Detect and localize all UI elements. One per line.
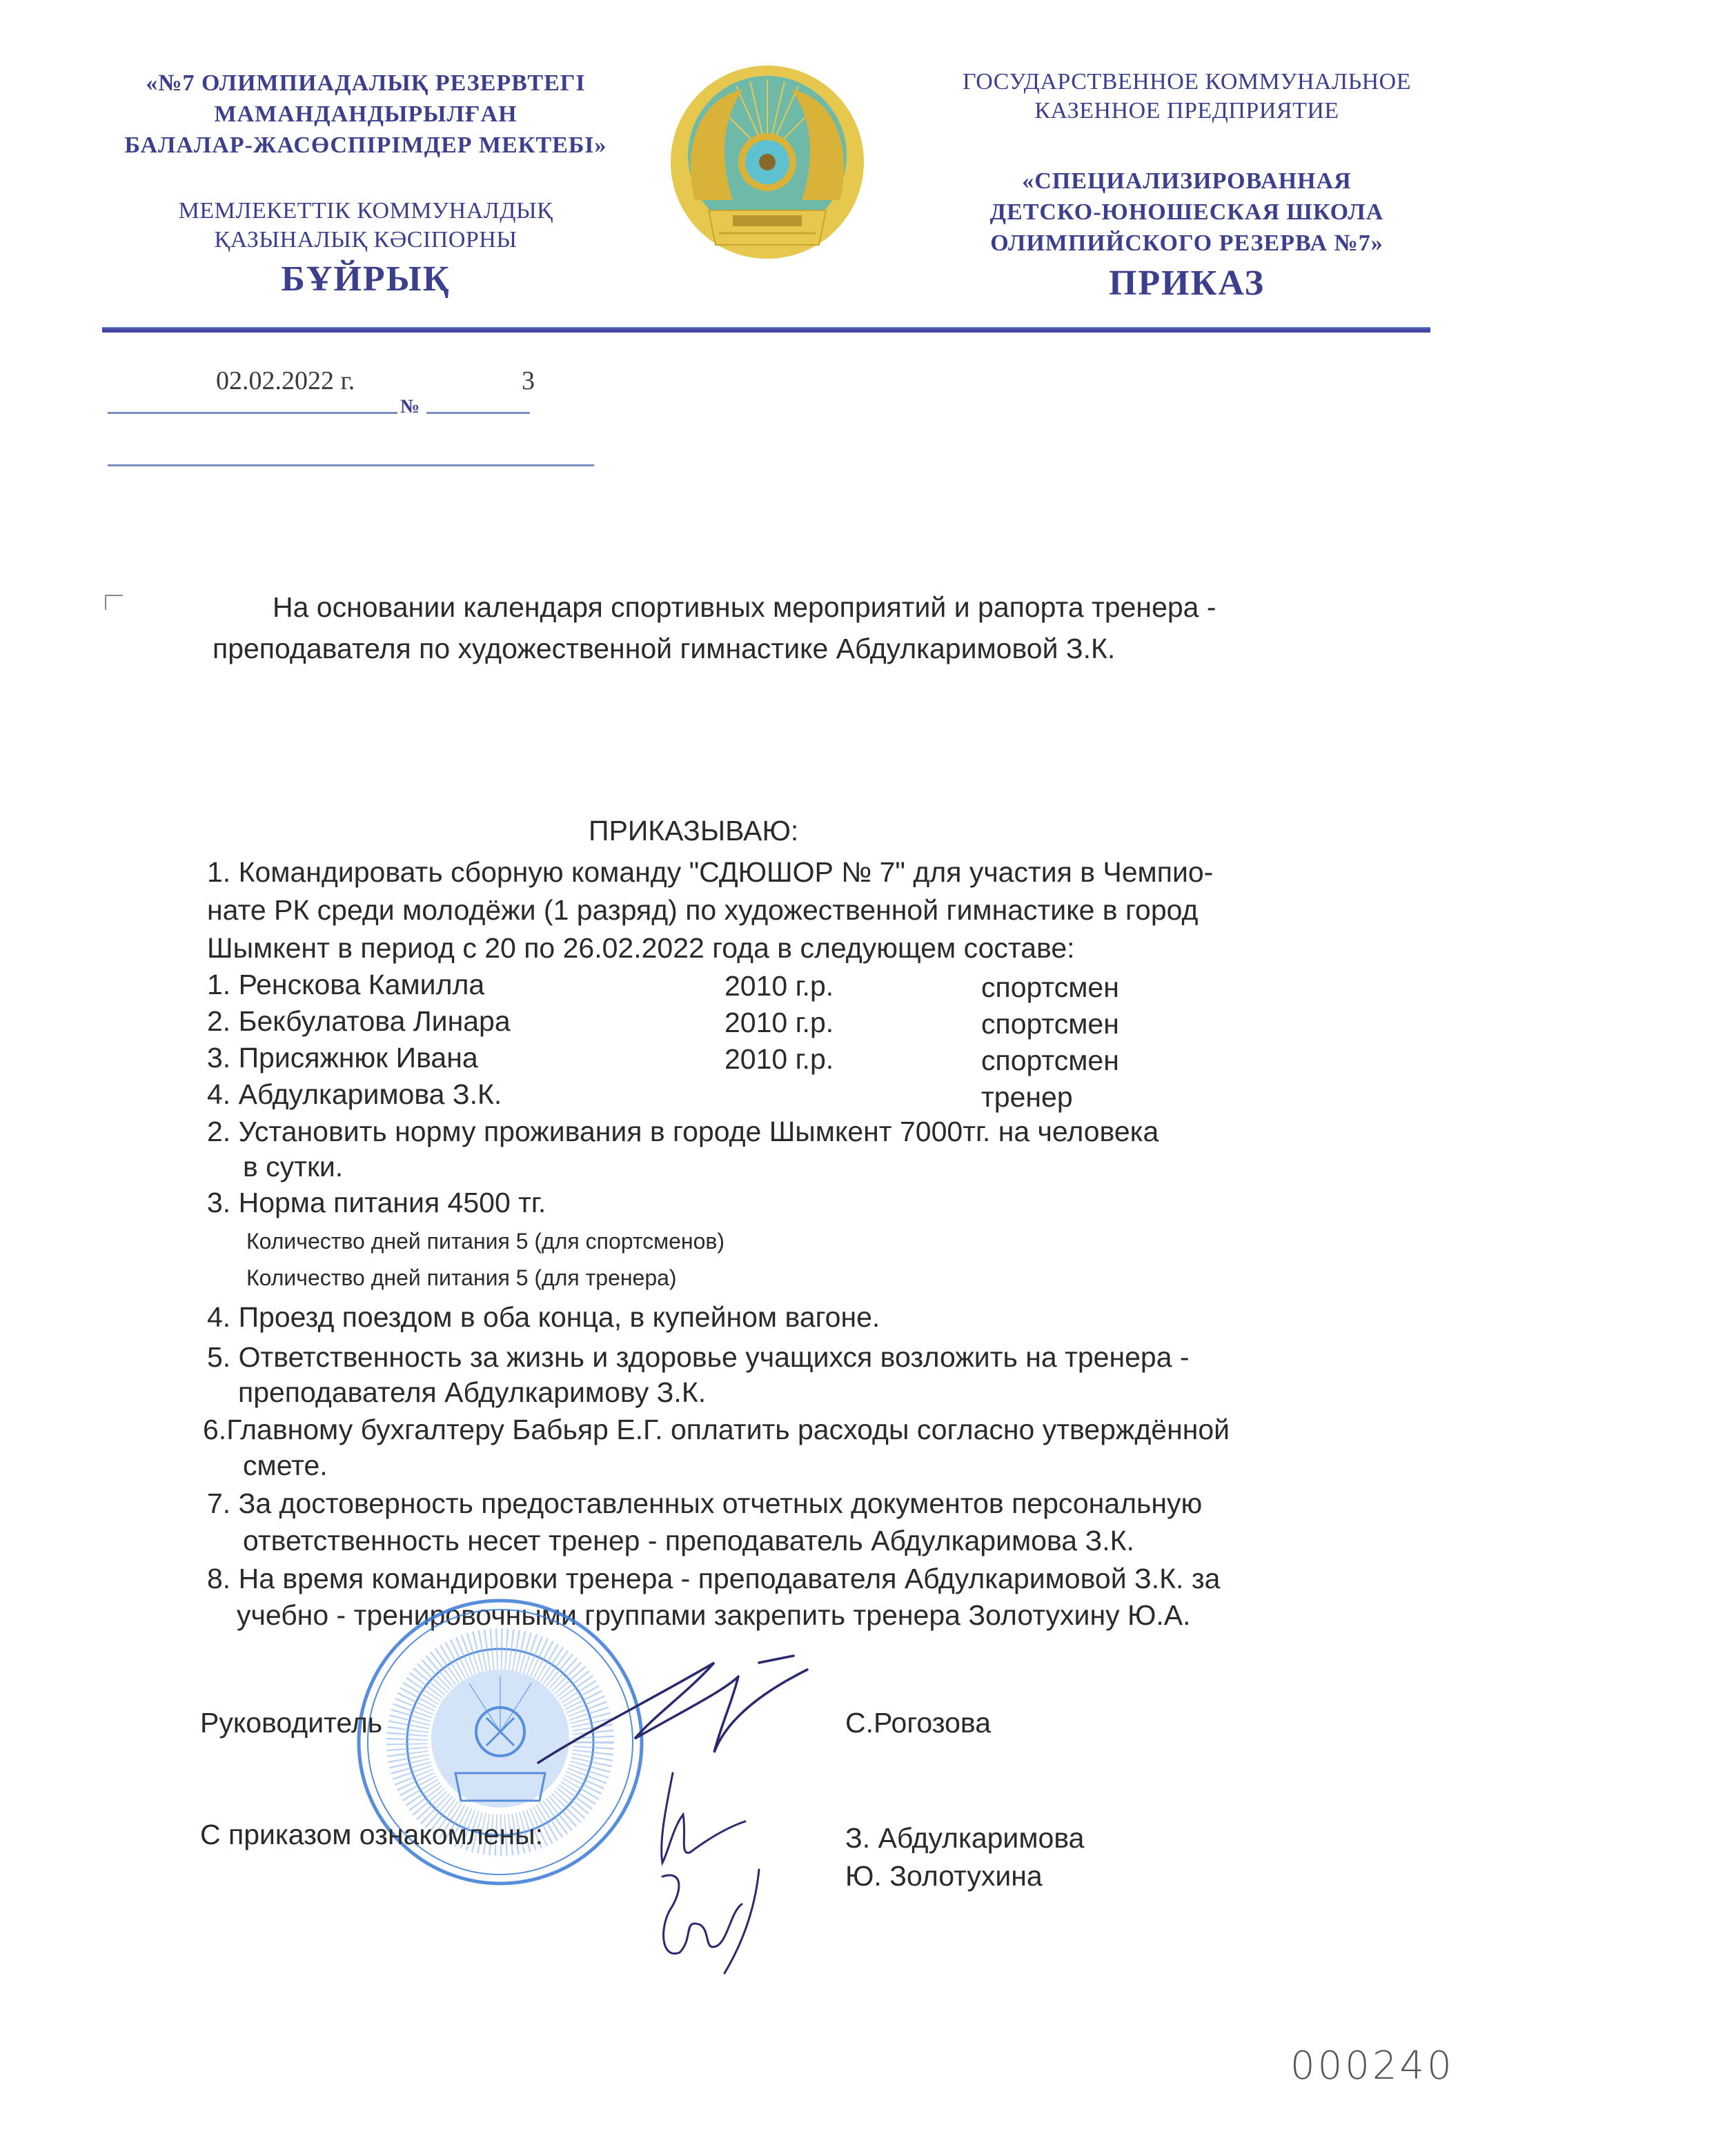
order-heading: ПРИКАЗЫВАЮ: bbox=[589, 815, 799, 847]
org-name-kz-line: МАМАНДАНДЫРЫЛҒАН bbox=[214, 101, 518, 127]
team-member-birth: 2010 г.р. bbox=[724, 1007, 834, 1038]
team-member-name: 2. Бекбулатова Линара bbox=[207, 1005, 511, 1037]
org-name-kz-line: «№7 ОЛИМПИАДАЛЫҚ РЕЗЕРВТЕГІ bbox=[146, 70, 586, 96]
item-7-line: ответственность несет тренер - преподаватель Абдулкаримова З.К. bbox=[243, 1525, 1134, 1556]
header-divider bbox=[102, 327, 1430, 333]
item-2-line: в сутки. bbox=[243, 1151, 344, 1183]
item-1-line: 1. Командировать сборную команду "СДЮШОР № 7" для участия в Чемпио- bbox=[207, 856, 1214, 888]
corner-mark bbox=[105, 595, 123, 610]
team-member-birth: 2010 г.р. bbox=[724, 1043, 834, 1075]
doc-title-ru: ПРИКАЗ bbox=[1108, 264, 1265, 303]
item-2-line: 2. Установить норму проживания в городе Шымкент 7000тг. на человека bbox=[207, 1116, 1159, 1147]
team-member-role: спортсмен bbox=[981, 971, 1119, 1003]
item-4-line: 4. Проезд поездом в оба конца, в купейном вагоне. bbox=[207, 1301, 880, 1333]
acknowledged-name: Ю. Золотухина bbox=[845, 1860, 1043, 1892]
order-number: 3 bbox=[522, 366, 535, 395]
item-6-line: смете. bbox=[243, 1450, 328, 1481]
item-1-line: Шымкент в период с 20 по 26.02.2022 года в следующем составе: bbox=[207, 932, 1075, 964]
preamble-line: На основании календаря спортивных мероприятий и рапорта тренера - bbox=[273, 591, 1216, 623]
number-label: № bbox=[400, 396, 420, 417]
item-3-sub: Количество дней питания 5 (для спортсменов) bbox=[246, 1229, 725, 1254]
serial-number: 000240 bbox=[1290, 2044, 1455, 2088]
head-name: С.Рогозова bbox=[845, 1707, 992, 1739]
abdulkarimova-signature-icon bbox=[649, 1766, 759, 1870]
item-8-line: 8. На время командировки тренера - преподавателя Абдулкаримовой З.К. за bbox=[207, 1563, 1221, 1594]
org-name-ru-line: ОЛИМПИЙСКОГО РЕЗЕРВА №7» bbox=[990, 230, 1383, 256]
org-type-kz-line: ҚАЗЫНАЛЫҚ КӘСІПОРНЫ bbox=[214, 227, 518, 253]
acknowledged-name: З. Абдулкаримова bbox=[845, 1822, 1085, 1854]
date-number-row bbox=[102, 366, 599, 421]
header-left-kazakh bbox=[97, 68, 635, 300]
item-8-line: учебно - тренировочными группами закрепить тренера Золотухину Ю.А. bbox=[237, 1599, 1191, 1631]
order-date: 02.02.2022 г. bbox=[216, 366, 355, 395]
date-underline bbox=[108, 412, 397, 414]
kazakhstan-state-emblem-icon bbox=[667, 62, 867, 262]
item-5-line: 5. Ответственность за жизнь и здоровье учащихся возложить на тренера - bbox=[207, 1341, 1190, 1373]
header-right-russian bbox=[918, 68, 1456, 304]
team-member-role: тренер bbox=[981, 1081, 1073, 1113]
org-type-ru-line: КАЗЕННОЕ ПРЕДПРИЯТИЕ bbox=[1034, 98, 1339, 123]
blank-line bbox=[108, 464, 594, 466]
acknowledged-label: С приказом ознакомлены: bbox=[200, 1819, 544, 1850]
org-name-ru-line: ДЕТСКО-ЮНОШЕСКАЯ ШКОЛА bbox=[989, 199, 1384, 225]
team-member-name: 1. Ренскова Камилла bbox=[207, 969, 485, 1000]
item-6-line: 6.Главному бухгалтеру Бабьяр Е.Г. оплатить расходы согласно утверждённой bbox=[203, 1414, 1230, 1445]
number-underline bbox=[426, 412, 530, 414]
team-member-name: 4. Абдулкаримова З.К. bbox=[207, 1078, 502, 1110]
team-member-birth: 2010 г.р. bbox=[724, 970, 834, 1002]
org-name-ru-line: «СПЕЦИАЛИЗИРОВАННАЯ bbox=[1022, 168, 1352, 194]
zolotukhina-signature-icon bbox=[642, 1863, 793, 1980]
item-3-line: 3. Норма питания 4500 тг. bbox=[207, 1187, 546, 1218]
org-name-kz-line: БАЛАЛАР-ЖАСӨСПІРІМДЕР МЕКТЕБІ» bbox=[124, 132, 607, 158]
item-1-line: нате РК среди молодёжи (1 разряд) по художественной гимнастике в город bbox=[207, 894, 1199, 926]
head-signature-icon bbox=[531, 1649, 821, 1773]
team-member-role: спортсмен bbox=[981, 1008, 1119, 1040]
item-5-line: преподавателя Абдулкаримову З.К. bbox=[238, 1376, 707, 1408]
org-type-ru-line: ГОСУДАРСТВЕННОЕ КОММУНАЛЬНОЕ bbox=[962, 69, 1412, 95]
head-label: Руководитель bbox=[200, 1707, 383, 1739]
team-member-name: 3. Присяжнюк Ивана bbox=[207, 1042, 478, 1074]
org-type-kz-line: МЕМЛЕКЕТТІК КОММУНАЛДЫҚ bbox=[178, 198, 553, 224]
item-7-line: 7. За достоверность предоставленных отчетных документов персональную bbox=[207, 1487, 1203, 1519]
team-member-role: спортсмен bbox=[981, 1045, 1119, 1076]
preamble-line: преподавателя по художественной гимнастике Абдулкаримовой З.К. bbox=[213, 633, 1116, 664]
item-3-sub: Количество дней питания 5 (для тренера) bbox=[246, 1265, 677, 1290]
doc-title-kz: БҰЙРЫҚ bbox=[281, 259, 451, 299]
